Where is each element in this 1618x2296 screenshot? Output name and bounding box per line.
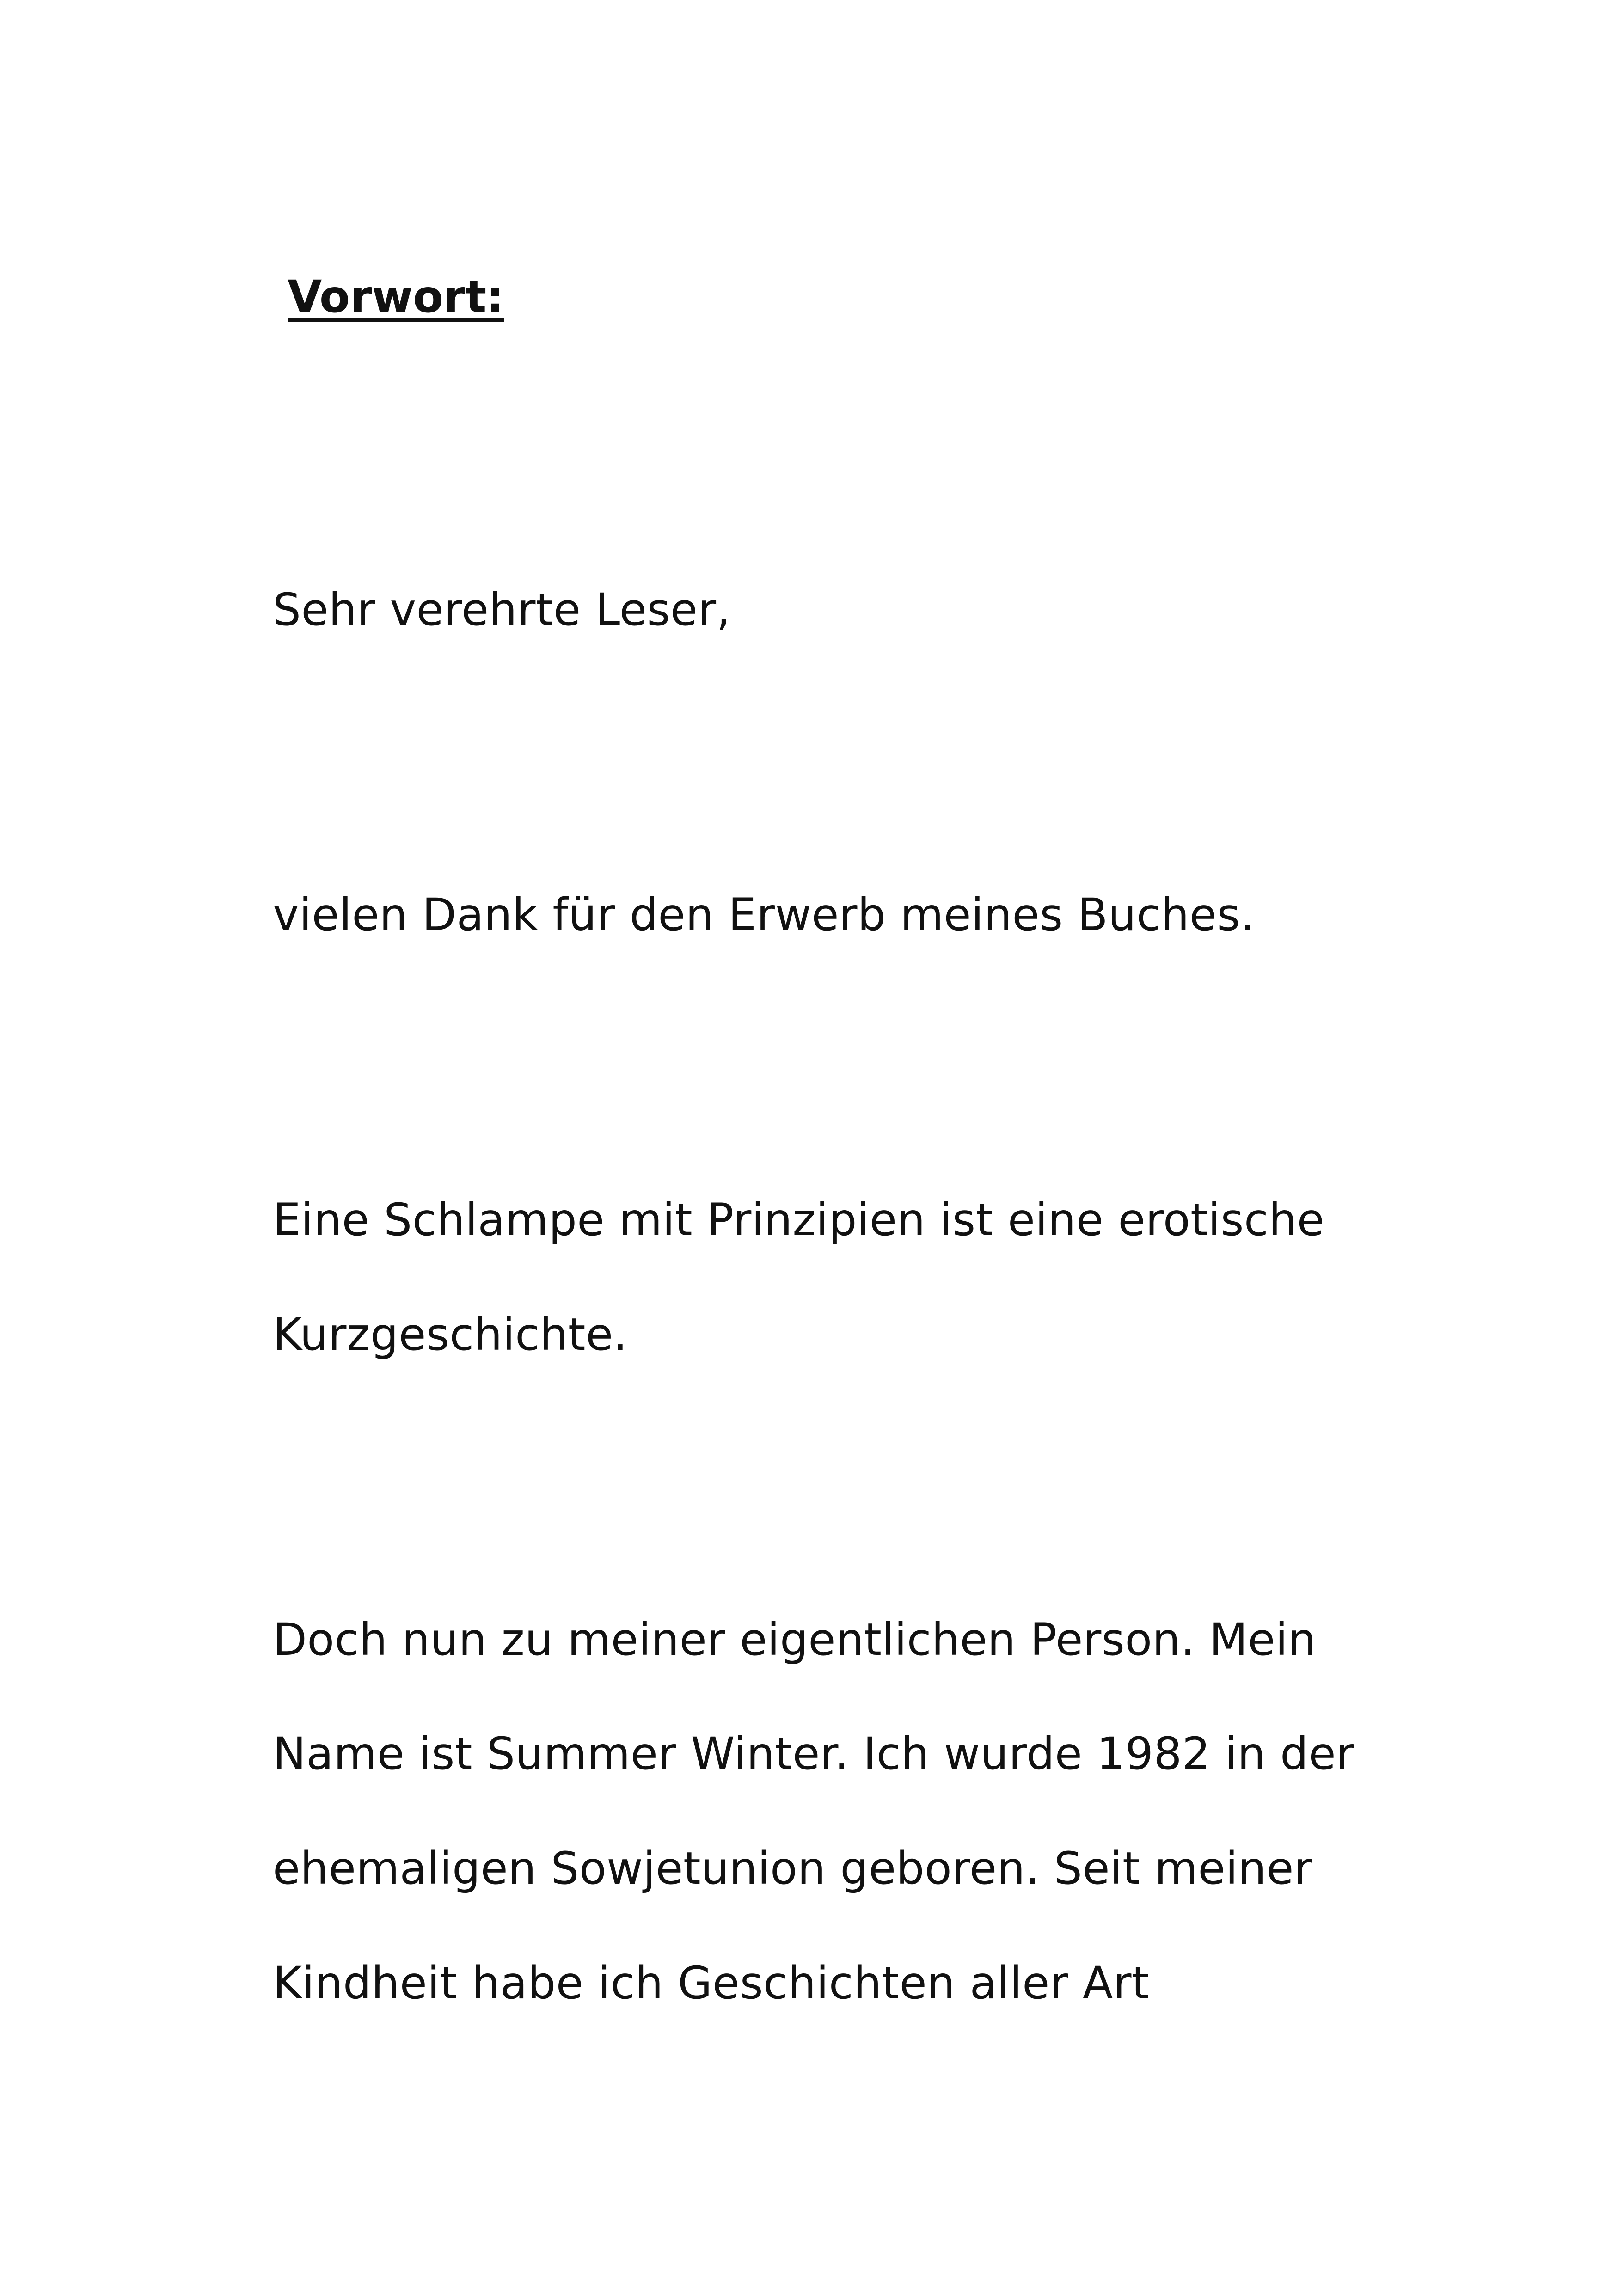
description-line-2: Kurzgeschichte. xyxy=(273,1309,628,1360)
description-line-1: Eine Schlampe mit Prinzipien ist eine erotische xyxy=(273,1194,1325,1246)
author-line-4: Kindheit habe ich Geschichten aller Art xyxy=(273,1957,1150,2009)
author-line-2: Name ist Summer Winter. Ich wurde 1982 in der xyxy=(273,1728,1355,1780)
thanks-line: vielen Dank für den Erwerb meines Buches. xyxy=(273,889,1255,941)
author-line-1: Doch nun zu meiner eigentlichen Person. Mein xyxy=(273,1614,1317,1665)
author-line-3: ehemaligen Sowjetunion geboren. Seit meiner xyxy=(273,1843,1312,1894)
page-heading: Vorwort: xyxy=(288,271,504,323)
salutation-line: Sehr verehrte Leser, xyxy=(273,584,731,636)
